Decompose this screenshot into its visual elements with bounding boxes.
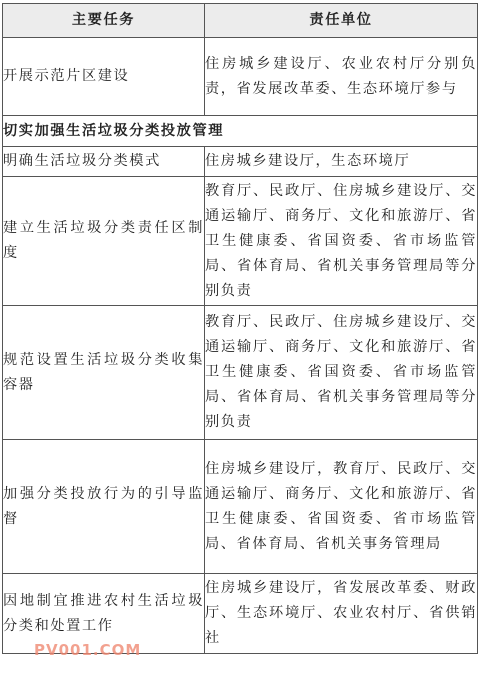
section-title: 切实加强生活垃圾分类投放管理: [3, 116, 478, 147]
task-cell: 加强分类投放行为的引导监督: [3, 440, 205, 574]
unit-cell: 教育厅、民政厅、住房城乡建设厅、交通运输厅、商务厅、文化和旅游厅、省卫生健康委、省国资委、省市场监管局、省体育局、省机关事务管理局等分别负责: [205, 177, 478, 306]
table-row: [3, 440, 478, 574]
unit-cell: 住房城乡建设厅，生态环境厅: [205, 147, 478, 177]
task-cell: 建立生活垃圾分类责任区制度: [3, 177, 205, 306]
task-cell: 开展示范片区建设: [3, 38, 205, 116]
table-row: [3, 177, 478, 306]
header-task: 主要任务: [3, 4, 205, 38]
watermark: PV001.COM: [34, 641, 142, 659]
table-header-row: [3, 4, 478, 38]
unit-cell: 教育厅、民政厅、住房城乡建设厅、交通运输厅、商务厅、文化和旅游厅、省卫生健康委、省国资委、省市场监管局、省体育局、省机关事务管理局等分别负责: [205, 306, 478, 440]
header-unit: 责任单位: [205, 4, 478, 38]
table-row: [3, 147, 478, 177]
table-row: [3, 306, 478, 440]
task-cell: 规范设置生活垃圾分类收集容器: [3, 306, 205, 440]
task-cell: 因地制宜推进农村生活垃圾分类和处置工作: [3, 574, 205, 654]
unit-cell: 住房城乡建设厅、农业农村厅分别负责，省发展改革委、生态环境厅参与: [205, 38, 478, 116]
section-row: [3, 116, 478, 147]
unit-cell: 住房城乡建设厅，教育厅、民政厅、交通运输厅、商务厅、文化和旅游厅、省卫生健康委、省国资委、省市场监管局、省体育局、省机关事务管理局: [205, 440, 478, 574]
unit-cell: 住房城乡建设厅，省发展改革委、财政厅、生态环境厅、农业农村厅、省供销社: [205, 574, 478, 654]
responsibility-table: [2, 3, 478, 654]
task-cell: 明确生活垃圾分类模式: [3, 147, 205, 177]
table-row: [3, 38, 478, 116]
